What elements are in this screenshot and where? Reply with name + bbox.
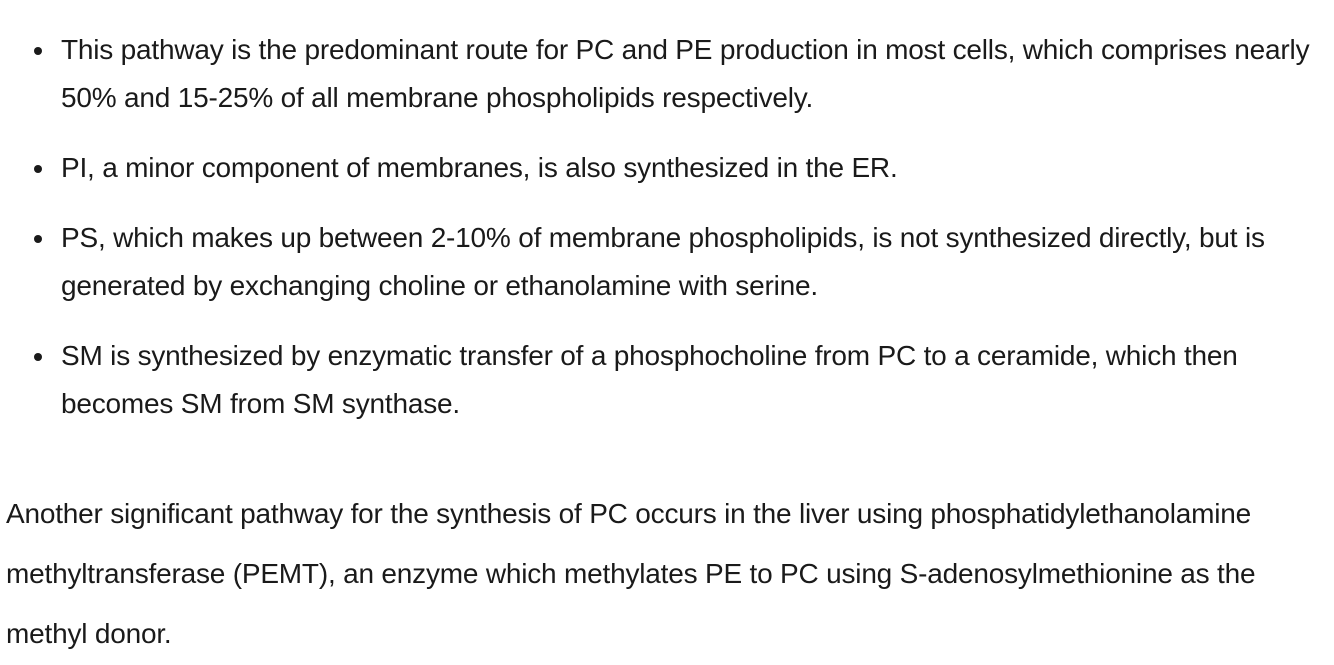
- bullet-icon: [34, 353, 42, 361]
- list-item-text: PS, which makes up between 2-10% of membrane phospholipids, is not synthesized directly, but is generated by exchanging choline or ethanolamine with serine.: [61, 222, 1265, 301]
- list-item: [0, 332, 1334, 428]
- bullet-icon: [34, 165, 42, 173]
- bullet-icon: [34, 235, 42, 243]
- list-item: [0, 144, 1334, 192]
- list-item-text: This pathway is the predominant route for PC and PE production in most cells, which comprises nearly 50% and 15-25% of all membrane phospholipids respectively.: [61, 34, 1310, 113]
- body-paragraph: Another significant pathway for the synthesis of PC occurs in the liver using phosphatidylethanolamine methyltransferase (PEMT), an enzyme which methylates PE to PC using S-adenosylmethionine as the methyl donor.: [6, 498, 1256, 649]
- list-item-text: PI, a minor component of membranes, is also synthesized in the ER.: [61, 152, 898, 183]
- bullet-icon: [34, 47, 42, 55]
- list-item: [0, 26, 1334, 122]
- list-item-text: SM is synthesized by enzymatic transfer of a phosphocholine from PC to a ceramide, which then becomes SM from SM synthase.: [61, 340, 1238, 419]
- list-item: [0, 214, 1334, 310]
- bullet-list: [0, 26, 1334, 450]
